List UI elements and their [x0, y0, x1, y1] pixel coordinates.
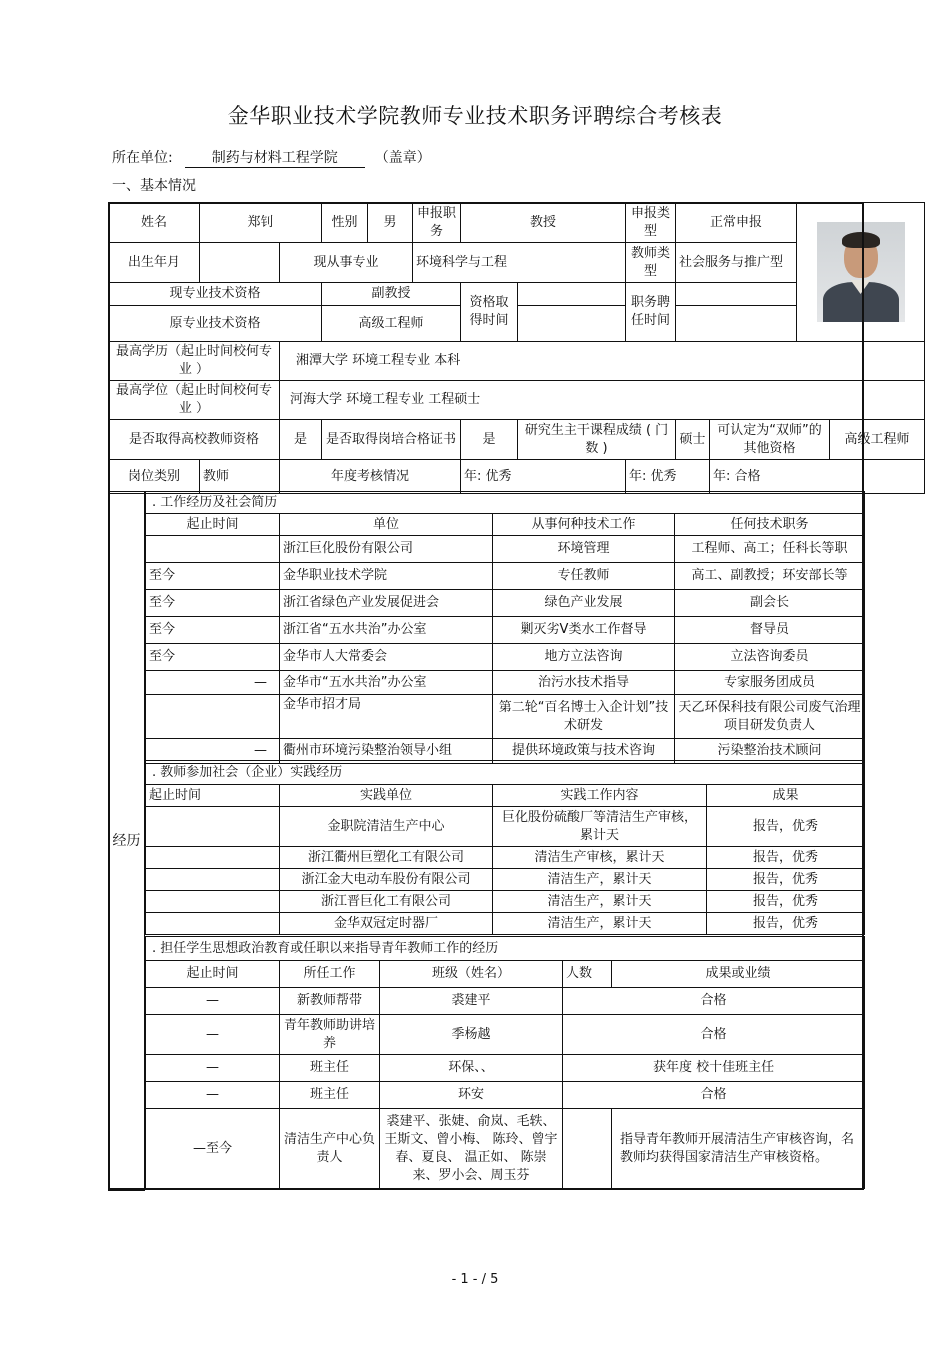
work-cell: 立法咨询委员 [675, 644, 865, 671]
page-number: - 1 - / 5 [451, 1272, 499, 1287]
training-cert-label: 是否取得岗培合格证书 [322, 420, 461, 460]
work-cell: 高工、副教授；环安部长等 [675, 563, 865, 590]
unit-label: 所在单位: [112, 150, 173, 166]
practice-cell: 报告，优秀 [707, 807, 865, 847]
work-cell: 至今 [146, 563, 280, 590]
double-label: 可认定为“双师”的其他资格 [710, 420, 830, 460]
qual-time-label: 资格取得时间 [461, 283, 518, 342]
hire-time-label: 职务聘任时间 [626, 283, 676, 342]
work-cell [146, 536, 280, 563]
practice-cell: 浙江衢州巨塑化工有限公司 [280, 847, 493, 869]
work-header: 单位 [280, 514, 493, 536]
practice-cell [146, 869, 280, 891]
mentor-cell: 合格 [563, 1015, 865, 1055]
mentor-header: 所任工作 [280, 961, 380, 988]
practice-cell: 浙江金大电动车股份有限公司 [280, 869, 493, 891]
work-cell: 金华市人大常委会 [280, 644, 493, 671]
table-row [146, 807, 865, 847]
major-label: 现从事专业 [280, 243, 413, 283]
photo-cell [797, 203, 925, 342]
experience-side [108, 491, 145, 1191]
practice-cell: 报告，优秀 [707, 869, 865, 891]
hire-time-value-1 [676, 283, 797, 306]
seal-label: （盖章） [374, 150, 431, 166]
unit-line [112, 147, 431, 168]
work-cell: 天乙环保科技有限公司废气治理项目研发负责人 [675, 695, 865, 739]
grad-course-label: 研究生主干课程成绩 ( 门数 ) [518, 420, 676, 460]
orig-qual-value: 高级工程师 [322, 306, 461, 342]
table-row [146, 847, 865, 869]
work-cell: 至今 [146, 590, 280, 617]
practice-header: 起止时间 [146, 785, 280, 807]
practice-header: 成果 [707, 785, 865, 807]
work-cell: 浙江省“五水共治”办公室 [280, 617, 493, 644]
mentor-header: 成果或业绩 [612, 961, 865, 988]
work-cell: 浙江省绿色产业发展促进会 [280, 590, 493, 617]
mentor-cell: 合格 [563, 1082, 865, 1109]
qual-time-value-2 [518, 306, 626, 342]
qual-time-value-1 [518, 283, 626, 306]
practice-cell [146, 891, 280, 913]
portrait-photo [817, 222, 905, 322]
work-cell: 金华市“五水共治”办公室 [280, 671, 493, 695]
mentor-cell: —至今 [146, 1109, 280, 1189]
section-basic-heading: 一、基本情况 [112, 178, 196, 194]
basic-info-table [108, 202, 925, 494]
work-cell: 第二轮“百名博士入企计划”技术研发 [493, 695, 675, 739]
table-row [146, 1015, 865, 1055]
practice-cell [146, 847, 280, 869]
mentor-cell: 班主任 [280, 1055, 380, 1082]
work-cell: 副会长 [675, 590, 865, 617]
degree-value: 河海大学 环境工程专业 工程硕士 [280, 381, 925, 420]
work-cell: 浙江巨化股份有限公司 [280, 536, 493, 563]
work-header: 起止时间 [146, 514, 280, 536]
mentor-cell: 季杨越 [380, 1015, 563, 1055]
table-row [146, 1109, 865, 1189]
table-row [146, 988, 865, 1015]
mentor-cell: 裘建平 [380, 988, 563, 1015]
work-title: . 工作经历及社会简历 [146, 492, 865, 514]
gender-label: 性别 [322, 203, 368, 243]
mentor-header: 班级（姓名） [380, 961, 563, 988]
mentor-cell [563, 1109, 612, 1189]
practice-cell: 清洁生产，累计天 [493, 891, 707, 913]
mentor-cell: 环保、、 [380, 1055, 563, 1082]
table-row [146, 869, 865, 891]
work-cell: 衢州市环境污染整治领导小组 [280, 739, 493, 764]
mentor-cell: 青年教师助讲培养 [280, 1015, 380, 1055]
table-row [146, 644, 865, 671]
table-row [146, 1055, 865, 1082]
work-header: 任何技术职务 [675, 514, 865, 536]
practice-cell: 金职院清洁生产中心 [280, 807, 493, 847]
teacher-cert-label: 是否取得高校教师资格 [109, 420, 280, 460]
work-cell: 工程师、高工；任科长等职 [675, 536, 865, 563]
name-label: 姓名 [109, 203, 200, 243]
birth-label: 出生年月 [109, 243, 200, 283]
teacher-type-value: 社会服务与推广型 [676, 243, 797, 283]
practice-cell: 报告，优秀 [707, 891, 865, 913]
practice-cell: 报告，优秀 [707, 847, 865, 869]
apply-post-label: 申报职务 [413, 203, 461, 243]
hire-time-value-2 [676, 306, 797, 342]
work-cell: — [146, 671, 280, 695]
table-row [146, 695, 865, 739]
birth-value [200, 243, 280, 283]
work-cell: 绿色产业发展 [493, 590, 675, 617]
annual-label: 年度考核情况 [280, 460, 461, 494]
work-cell: 至今 [146, 644, 280, 671]
work-cell: 剿灭劣Ⅴ类水工作督导 [493, 617, 675, 644]
work-table [145, 491, 865, 764]
apply-type-value: 正常申报 [676, 203, 797, 243]
mentor-cell: — [146, 1082, 280, 1109]
practice-table [145, 760, 865, 935]
work-cell: 督导员 [675, 617, 865, 644]
teacher-cert-value: 是 [280, 420, 322, 460]
mentor-cell: 环安 [380, 1082, 563, 1109]
cur-qual-value: 副教授 [322, 283, 461, 306]
work-cell: 治污水技术指导 [493, 671, 675, 695]
edu-value: 湘潭大学 环境工程专业 本科 [280, 342, 925, 381]
work-cell: 提供环境政策与技术咨询 [493, 739, 675, 764]
annual-value-3: 年: 合格 [710, 460, 925, 494]
work-cell: 专任教师 [493, 563, 675, 590]
practice-header: 实践单位 [280, 785, 493, 807]
table-row [146, 913, 865, 935]
mentor-cell: — [146, 1015, 280, 1055]
double-value: 高级工程师 [830, 420, 925, 460]
practice-cell: 巨化股份硫酸厂等清洁生产审核，累计天 [493, 807, 707, 847]
edu-label: 最高学历（起止时间校何专业 ） [109, 342, 280, 381]
mentor-cell: 裘建平、张婕、俞岚、毛轶、王斯文、曾小梅、 陈玲、曾宇春、夏良、 温正如、 陈崇来、罗小会、周玉芬 [380, 1109, 563, 1189]
mentor-cell: 清洁生产中心负责人 [280, 1109, 380, 1189]
mentor-title: . 担任学生思想政治教育或任职以来指导青年教师工作的经历 [146, 937, 865, 961]
degree-label: 最高学位（起止时间校何专业 ） [109, 381, 280, 420]
table-row [146, 563, 865, 590]
mentor-header: 起止时间 [146, 961, 280, 988]
apply-post-value: 教授 [461, 203, 626, 243]
practice-cell: 金华双冠定时器厂 [280, 913, 493, 935]
teacher-type-label: 教师类型 [626, 243, 676, 283]
mentor-header: 人数 [563, 961, 612, 988]
practice-cell [146, 807, 280, 847]
table-row [146, 590, 865, 617]
work-cell: 金华市招才局 [280, 695, 493, 739]
practice-header: 实践工作内容 [493, 785, 707, 807]
mentor-cell: 合格 [563, 988, 865, 1015]
practice-cell: 清洁生产，累计天 [493, 913, 707, 935]
grad-course-value: 硕士 [676, 420, 710, 460]
apply-type-label: 申报类型 [626, 203, 676, 243]
name-value: 郑钊 [200, 203, 322, 243]
table-row [146, 891, 865, 913]
mentor-cell: 新教师帮带 [280, 988, 380, 1015]
post-type-label: 岗位类别 [109, 460, 200, 494]
practice-cell [146, 913, 280, 935]
cur-qual-label: 现专业技术资格 [109, 283, 322, 306]
mentor-cell: 班主任 [280, 1082, 380, 1109]
mentor-cell: 获年度 校十佳班主任 [563, 1055, 865, 1082]
work-cell: 专家服务团成员 [675, 671, 865, 695]
major-value: 环境科学与工程 [413, 243, 626, 283]
table-row [146, 536, 865, 563]
table-row [146, 671, 865, 695]
training-cert-value: 是 [461, 420, 518, 460]
post-type-value: 教师 [200, 460, 280, 494]
practice-title: . 教师参加社会（企业）实践经历 [146, 761, 865, 785]
practice-cell: 清洁生产，累计天 [493, 869, 707, 891]
mentor-cell: — [146, 988, 280, 1015]
mentor-table [145, 936, 865, 1189]
work-header: 从事何种技术工作 [493, 514, 675, 536]
annual-value-1: 年: 优秀 [461, 460, 626, 494]
orig-qual-label: 原专业技术资格 [109, 306, 322, 342]
work-cell: 至今 [146, 617, 280, 644]
annual-value-2: 年: 优秀 [626, 460, 710, 494]
work-cell [146, 695, 280, 739]
work-cell: 污染整治技术顾问 [675, 739, 865, 764]
mentor-cell: — [146, 1055, 280, 1082]
practice-cell: 清洁生产审核，累计天 [493, 847, 707, 869]
mentor-cell: 指导青年教师开展清洁生产审核咨询，名教师均获得国家清洁生产审核资格。 [612, 1109, 865, 1189]
work-cell: 金华职业技术学院 [280, 563, 493, 590]
gender-value: 男 [368, 203, 413, 243]
work-cell: — [146, 739, 280, 764]
experience-side-label: 经历 [109, 492, 145, 1191]
work-cell: 环境管理 [493, 536, 675, 563]
practice-cell: 报告，优秀 [707, 913, 865, 935]
document-title: 金华职业技术学院教师专业技术职务评聘综合考核表 [227, 104, 723, 128]
work-cell: 地方立法咨询 [493, 644, 675, 671]
table-row [146, 1082, 865, 1109]
practice-cell: 浙江晋巨化工有限公司 [280, 891, 493, 913]
table-row [146, 617, 865, 644]
unit-value: 制药与材料工程学院 [185, 147, 365, 168]
